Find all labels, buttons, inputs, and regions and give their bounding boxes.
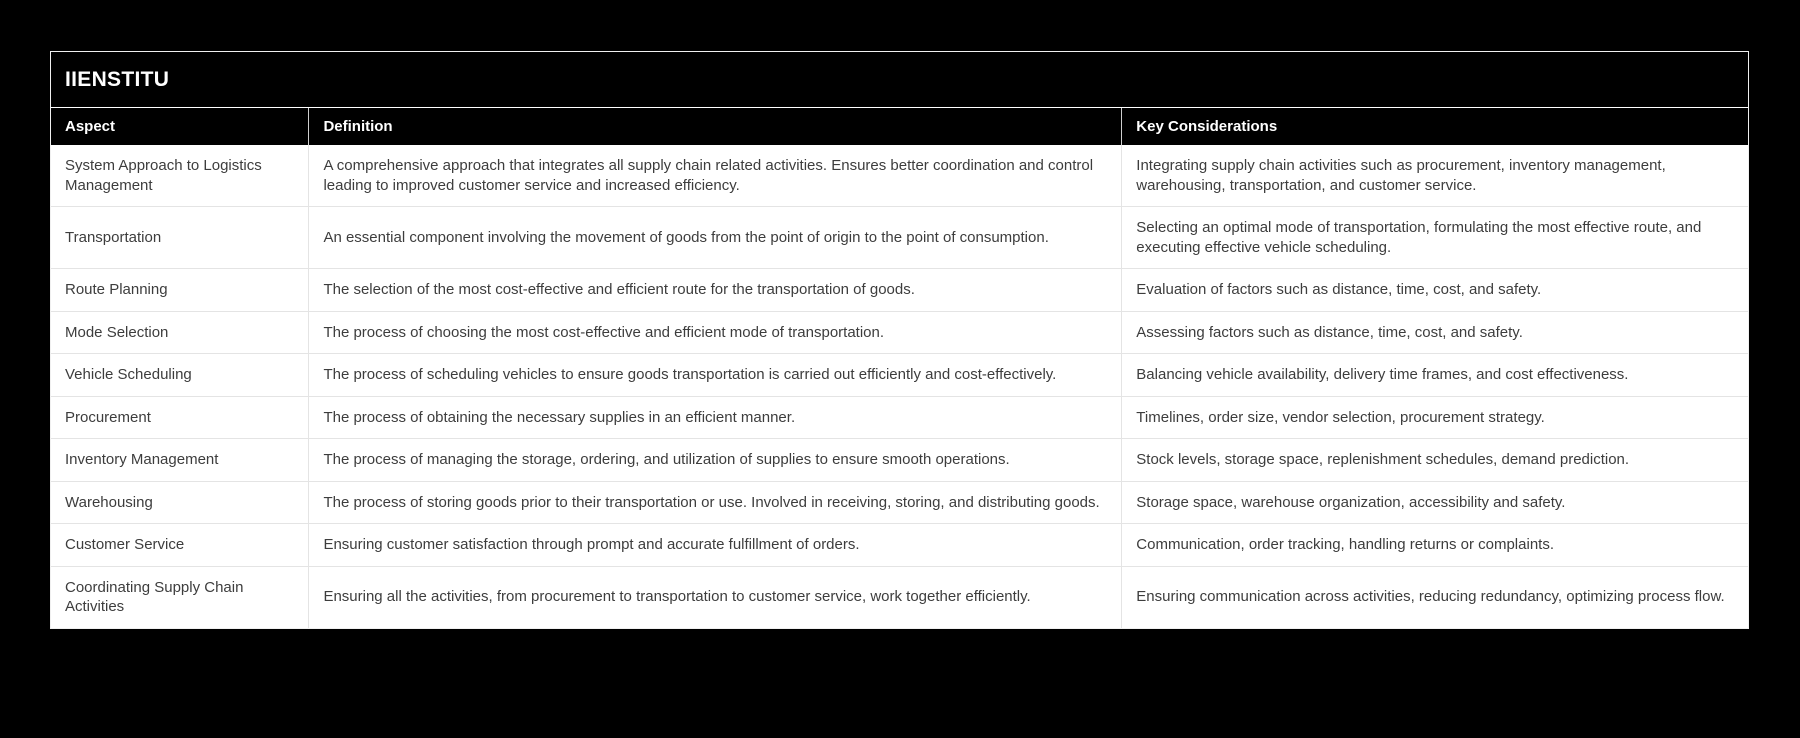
cell-aspect: Route Planning: [51, 269, 309, 312]
table-row: [51, 481, 1748, 524]
cell-definition: The process of managing the storage, ordering, and utilization of supplies to ensure smooth operations.: [309, 439, 1122, 482]
cell-key-considerations: Storage space, warehouse organization, accessibility and safety.: [1122, 481, 1748, 524]
cell-definition: The process of storing goods prior to their transportation or use. Involved in receiving, storing, and distributing goods.: [309, 481, 1122, 524]
logistics-table: [51, 108, 1748, 628]
cell-definition: The process of scheduling vehicles to ensure goods transportation is carried out efficiently and cost-effectively.: [309, 354, 1122, 397]
column-header-definition: Definition: [309, 108, 1122, 145]
cell-key-considerations: Evaluation of factors such as distance, time, cost, and safety.: [1122, 269, 1748, 312]
table-row: [51, 311, 1748, 354]
table-row: [51, 207, 1748, 269]
table-row: [51, 354, 1748, 397]
cell-definition: Ensuring customer satisfaction through prompt and accurate fulfillment of orders.: [309, 524, 1122, 567]
table-row: [51, 524, 1748, 567]
cell-key-considerations: Balancing vehicle availability, delivery time frames, and cost effectiveness.: [1122, 354, 1748, 397]
table-title: IIENSTITU: [51, 52, 1748, 108]
column-header-key-considerations: Key Considerations: [1122, 108, 1748, 145]
cell-definition: The selection of the most cost-effective and efficient route for the transportation of goods.: [309, 269, 1122, 312]
cell-aspect: System Approach to Logistics Management: [65, 157, 262, 194]
cell-aspect: Vehicle Scheduling: [51, 354, 309, 397]
cell-definition: A comprehensive approach that integrates all supply chain related activities. Ensures better coordination and control leading to improved customer service and increased efficiency.: [309, 145, 1122, 207]
cell-aspect: Transportation: [51, 207, 309, 269]
logistics-table-card: [50, 51, 1749, 629]
cell-definition: Ensuring all the activities, from procurement to transportation to customer service, work together efficiently.: [309, 566, 1122, 628]
cell-key-considerations: Communication, order tracking, handling returns or complaints.: [1122, 524, 1748, 567]
column-header-aspect: Aspect: [51, 108, 309, 145]
cell-definition: The process of choosing the most cost-effective and efficient mode of transportation.: [309, 311, 1122, 354]
table-row: [51, 566, 1748, 628]
cell-aspect: Mode Selection: [51, 311, 309, 354]
cell-key-considerations: Ensuring communication across activities, reducing redundancy, optimizing process flow.: [1122, 566, 1748, 628]
cell-key-considerations: Assessing factors such as distance, time, cost, and safety.: [1122, 311, 1748, 354]
table-row: [51, 269, 1748, 312]
table-row: [51, 396, 1748, 439]
cell-definition: An essential component involving the movement of goods from the point of origin to the point of consumption.: [309, 207, 1122, 269]
cell-key-considerations: Stock levels, storage space, replenishment schedules, demand prediction.: [1122, 439, 1748, 482]
cell-aspect: Coordinating Supply Chain Activities: [51, 566, 309, 628]
cell-aspect: Inventory Management: [51, 439, 309, 482]
table-row: [51, 145, 1748, 207]
cell-aspect: Customer Service: [51, 524, 309, 567]
cell-definition: The process of obtaining the necessary supplies in an efficient manner.: [309, 396, 1122, 439]
cell-key-considerations: Selecting an optimal mode of transportation, formulating the most effective route, and executing effective vehicle scheduling.: [1122, 207, 1748, 269]
table-row: [51, 439, 1748, 482]
cell-aspect: Procurement: [51, 396, 309, 439]
table-header-row: [51, 108, 1748, 145]
cell-key-considerations: Integrating supply chain activities such as procurement, inventory management, warehousing, transportation, and customer service.: [1122, 145, 1748, 207]
cell-key-considerations: Timelines, order size, vendor selection, procurement strategy.: [1122, 396, 1748, 439]
cell-aspect: Warehousing: [51, 481, 309, 524]
